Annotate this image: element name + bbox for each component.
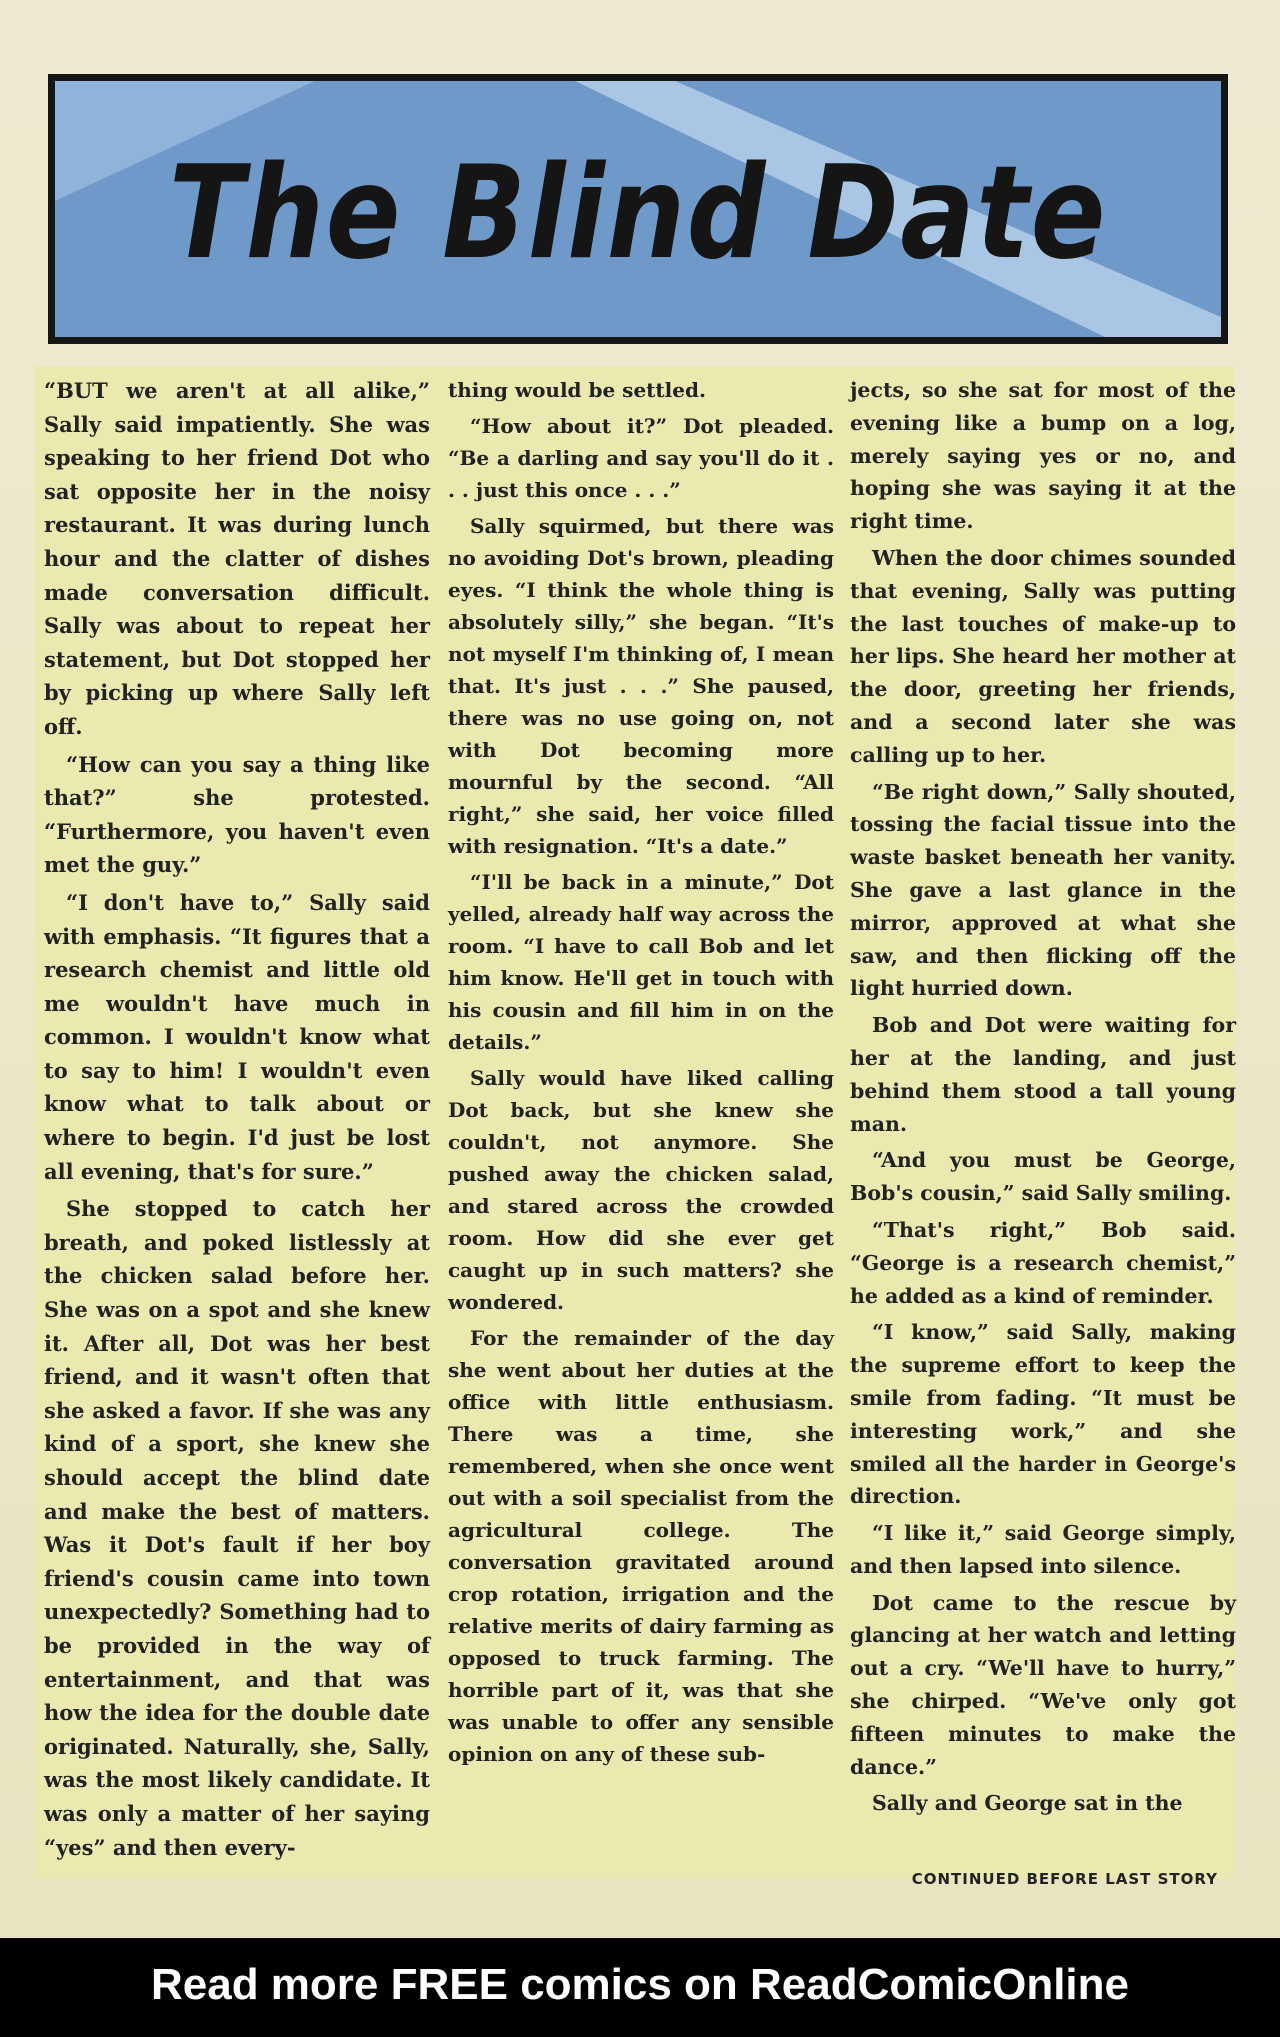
story-text-panel [34,366,1234,1878]
story-paragraph: “That's right,” Bob said. “George is a research chemist,” he added as a kind of reminder. [850,1217,1236,1308]
story-column-3 [850,374,1236,1824]
story-paragraph: “I don't have to,” Sally said with emphasis. “It figures that a research chemist and little old me wouldn't have much in common. I wouldn't know what to say to him! I wouldn't even know what to talk about or where to begin. I'd just be lost all evening, that's for sure.” [44,889,430,1184]
story-paragraph: “And you must be George, Bob's cousin,” said Sally smiling. [850,1148,1236,1206]
story-paragraph: Dot came to the rescue by glancing at her watch and letting out a cry. “We'll have to hurry,” she chirped. “We've only got fifteen minutes to make the dance.” [850,1590,1236,1779]
story-paragraph: jects, so she sat for most of the evening like a bump on a log, merely saying yes or no, and hoping she was saying it at the right time. [850,378,1236,534]
story-paragraph: For the remainder of the day she went about her duties at the office with little enthusiasm. There was a time, she remembered, when she once went out with a soil specialist from the agricultural college. The conversation gravitated around crop rotation, irrigation and the relative merits of dairy farming as opposed to truck farming. The horrible part of it, was that she was unable to offer any sensible opinion on any of these sub- [448,1326,834,1766]
title-banner [48,74,1228,344]
continued-note: CONTINUED BEFORE LAST STORY [911,1870,1218,1888]
story-paragraph: “Be right down,” Sally shouted, tossing the facial tissue into the waste basket beneath her vanity. She gave a last glance in the mirror, approved at what she saw, and then flicking off the light hurried down. [850,779,1236,1001]
story-paragraph: “I like it,” said George simply, and then lapsed into silence. [850,1521,1236,1578]
story-paragraph: Sally would have liked calling Dot back, but she knew she couldn't, not anymore. She pushed away the chicken salad, and stared across the crowded room. How did she ever get caught up in such matters? she wondered. [448,1066,834,1314]
story-paragraph: When the door chimes sounded that evening, Sally was putting the last touches of make-up to her lips. She heard her mother at the door, greeting her friends, and a second later she was calling up to her. [850,545,1236,767]
story-paragraph: “I know,” said Sally, making the supreme effort to keep the smile from fading. “It must be interesting work,” and she smiled all the harder in George's direction. [850,1320,1236,1509]
story-title: The Blind Date [168,139,1108,288]
story-paragraph: Sally and George sat in the [872,1791,1183,1816]
story-paragraph: Sally squirmed, but there was no avoiding Dot's brown, pleading eyes. “I think the whole thing is absolutely silly,” she began. “It's not myself I'm thinking of, I mean that. It's just . . .” She paused, there was no use going on, not with Dot becoming more mournful by the second. “All right,” she said, her voice filled with resignation. “It's a date.” [448,514,834,858]
footer-banner [0,1938,1280,2037]
story-paragraph: thing would be settled. [448,378,706,402]
story-paragraph: “How can you say a thing like that?” she protested. “Furthermore, you haven't even met the guy.” [44,751,430,878]
story-paragraph: “How about it?” Dot pleaded. “Be a darling and say you'll do it . . . just this once . . .” [448,414,834,502]
story-paragraph: She stopped to catch her breath, and poked listlessly at the chicken salad before her. She was on a spot and she knew it. After all, Dot was her best friend, and it wasn't often that she asked a favor. If she was any kind of a sport, she knew she should accept the blind date and make the best of matters. Was it Dot's fault if her boy friend's cousin came into town unexpectedly? Something had to be provided in the way of entertainment, and that was how the idea for the double date originated. Naturally, she, Sally, was the most likely candidate. It was only a matter of her saying “yes” and then every- [44,1196,430,1860]
story-column-1 [44,374,430,1868]
footer-link-text[interactable]: Read more FREE comics on ReadComicOnline [150,1960,1129,2009]
story-column-2 [448,374,834,1774]
story-paragraph: Bob and Dot were waiting for her at the landing, and just behind them stood a tall young man. [850,1013,1236,1136]
story-paragraph: “BUT we aren't at all alike,” Sally said impatiently. She was speaking to her friend Dot who sat opposite her in the noisy restaurant. It was during lunch hour and the clatter of dishes made conversation difficult. Sally was about to repeat her statement, but Dot stopped her by picking up where Sally left off. [44,378,430,739]
story-paragraph: “I'll be back in a minute,” Dot yelled, already half way across the room. “I have to call Bob and let him know. He'll get in touch with his cousin and fill him in on the details.” [448,870,834,1054]
